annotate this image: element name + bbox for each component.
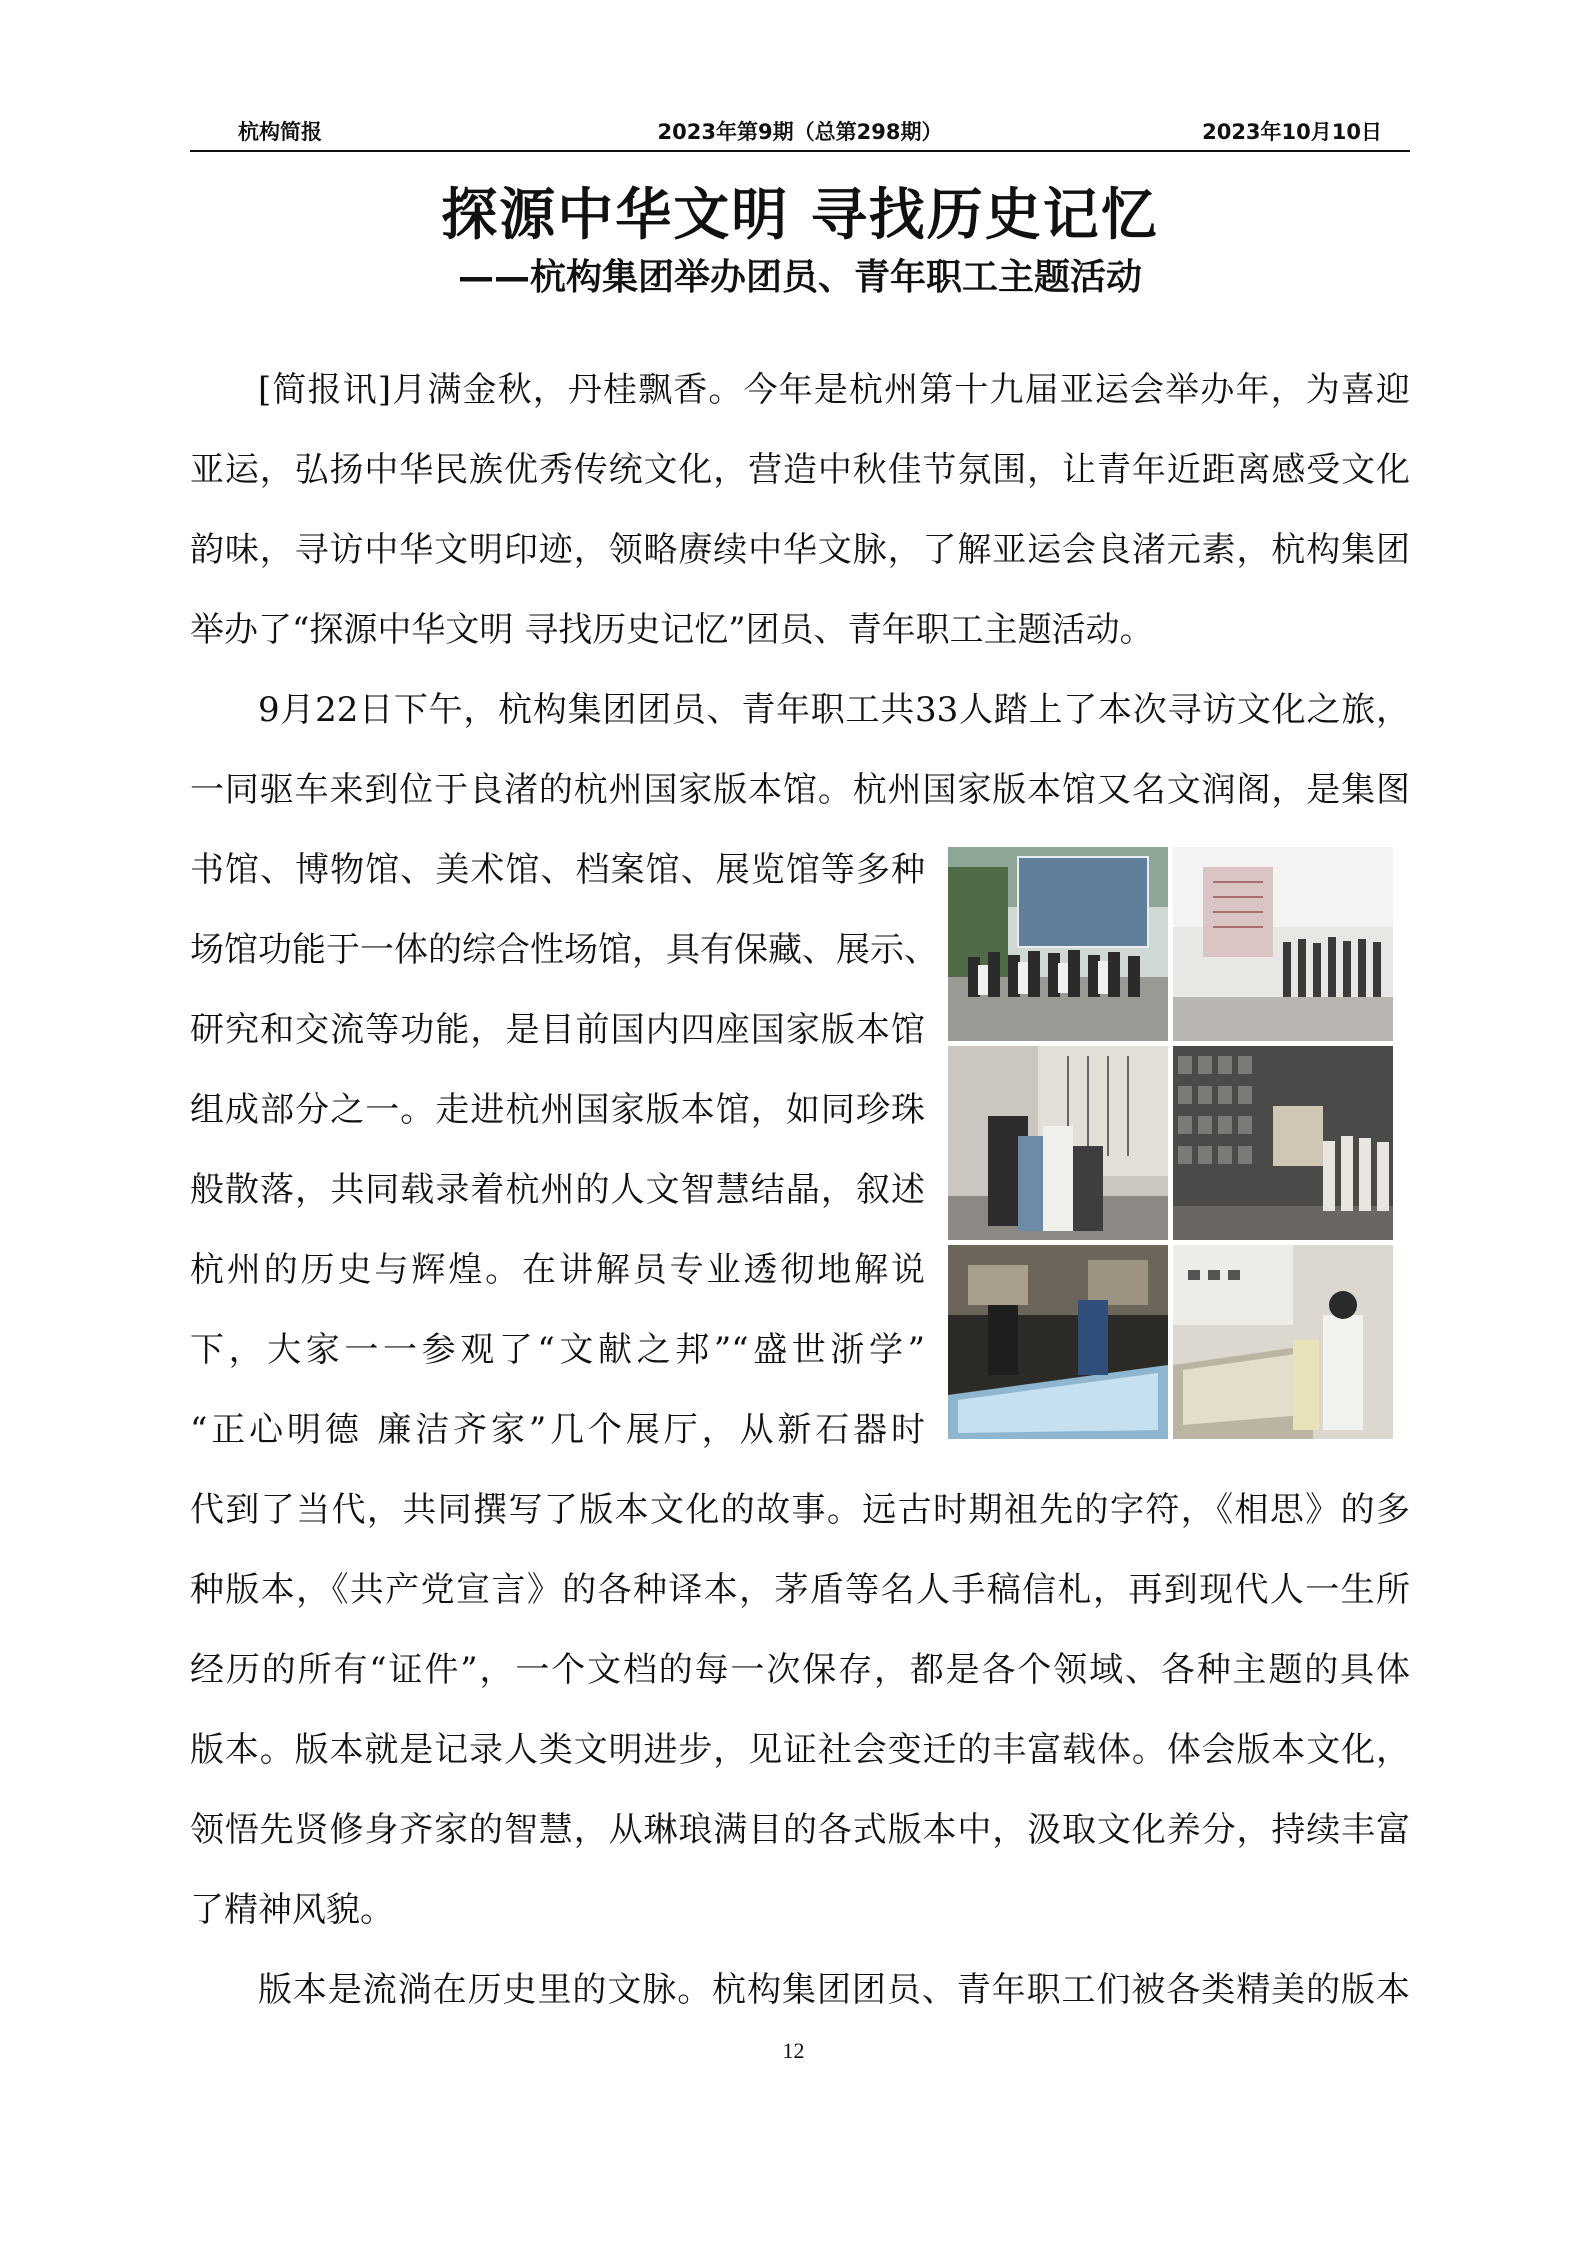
text-line: 9月22日下午，杭构集团团员、青年职工共33人踏上了本次寻访文化之旅， bbox=[258, 690, 1410, 730]
text-line: 杭州的历史与辉煌。在讲解员专业透彻地解说 bbox=[190, 1250, 925, 1290]
article-title: 探源中华文明 寻找历史记忆 bbox=[441, 183, 1159, 248]
photo-collage bbox=[948, 847, 1393, 1439]
exhibition-hall-queue bbox=[1173, 847, 1393, 1041]
text-line: [简报讯]月满金秋，丹桂飘香。今年是杭州第十九届亚运会举办年，为喜迎 bbox=[258, 370, 1410, 410]
header-date: 2023年10月10日 bbox=[1202, 120, 1382, 144]
text-line: 代到了当代，共同撰写了版本文化的故事。远古时期祖先的字符，《相思》的多 bbox=[190, 1490, 1410, 1530]
text-line: 韵味，寻访中华文明印迹，领略赓续中华文脉，了解亚运会良渚元素，杭构集团 bbox=[190, 530, 1410, 570]
text-line: 场馆功能于一体的综合性场馆，具有保藏、展示、 bbox=[190, 930, 938, 970]
archive-wall-corridor bbox=[1173, 1046, 1393, 1240]
page-number: 12 bbox=[782, 2038, 805, 2063]
group-photo-outdoor bbox=[948, 847, 1168, 1041]
text-line: 组成部分之一。走进杭州国家版本馆，如同珍珠 bbox=[190, 1090, 925, 1130]
text-line: 研究和交流等功能，是目前国内四座国家版本馆 bbox=[190, 1010, 925, 1050]
text-line: 举办了“探源中华文明 寻找历史记忆”团员、青年职工主题活动。 bbox=[190, 610, 1154, 650]
text-line: 下，大家一一参观了“文献之邦”“盛世浙学” bbox=[190, 1330, 925, 1370]
page-header bbox=[190, 110, 1410, 152]
illuminated-display-table bbox=[948, 1245, 1168, 1439]
text-line: 领悟先贤修身齐家的智慧，从琳琅满目的各式版本中，汲取文化养分，持续丰富 bbox=[190, 1810, 1410, 1850]
visitors-reading-panels bbox=[948, 1046, 1168, 1240]
text-line: 版本是流淌在历史里的文脉。杭构集团团员、青年职工们被各类精美的版本 bbox=[258, 1970, 1410, 2010]
display-case-visitors bbox=[1173, 1245, 1393, 1439]
text-line: 亚运，弘扬中华民族优秀传统文化，营造中秋佳节氛围，让青年近距离感受文化 bbox=[190, 450, 1410, 490]
text-line: 了精神风貌。 bbox=[190, 1890, 394, 1930]
article-subtitle: ——杭构集团举办团员、青年职工主题活动 bbox=[457, 257, 1142, 298]
text-line: 种版本，《共产党宣言》的各种译本，茅盾等名人手稿信札，再到现代人一生所 bbox=[190, 1570, 1410, 1610]
header-publication: 杭构简报 bbox=[238, 120, 322, 144]
text-line: 一同驱车来到位于良渚的杭州国家版本馆。杭州国家版本馆又名文润阁，是集图 bbox=[190, 770, 1410, 810]
text-line: 经历的所有“证件”，一个文档的每一次保存，都是各个领域、各种主题的具体 bbox=[190, 1650, 1410, 1690]
header-issue: 2023年第9期（总第298期） bbox=[657, 120, 943, 144]
text-line: 书馆、博物馆、美术馆、档案馆、展览馆等多种 bbox=[190, 850, 925, 890]
text-line: “正心明德 廉洁齐家”几个展厅，从新石器时 bbox=[190, 1410, 925, 1450]
text-line: 版本。版本就是记录人类文明进步，见证社会变迁的丰富载体。体会版本文化， bbox=[190, 1730, 1410, 1770]
text-line: 般散落，共同载录着杭州的人文智慧结晶，叙述 bbox=[190, 1170, 925, 1210]
